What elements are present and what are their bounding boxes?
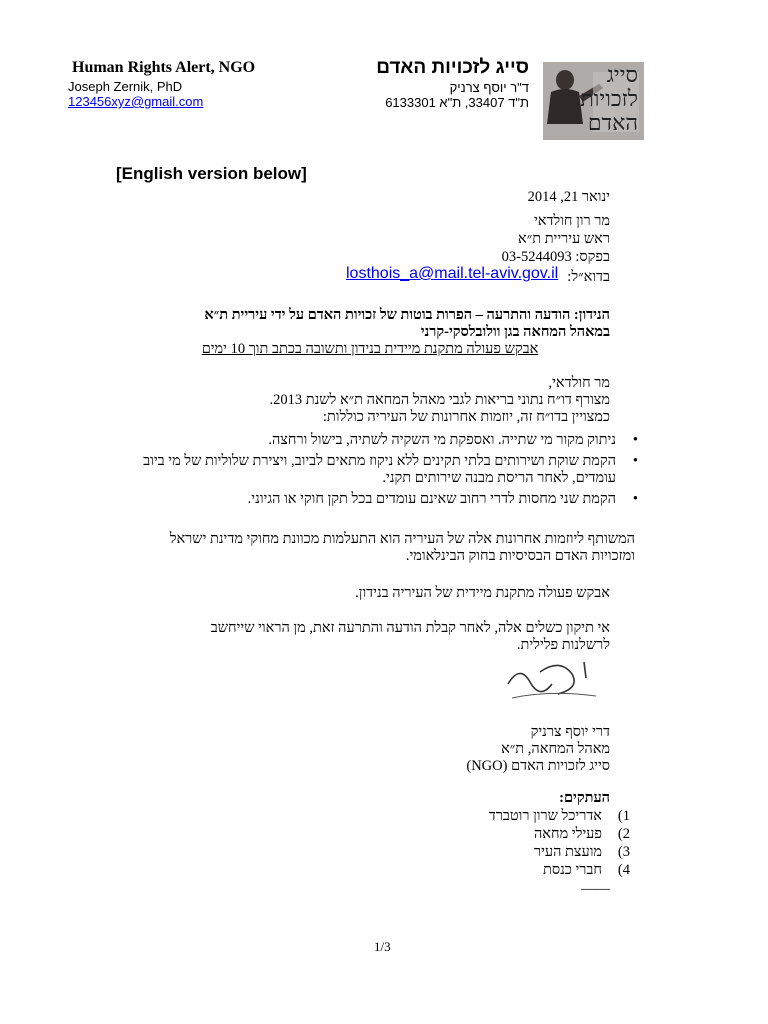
cc-label: העתקים: [559, 790, 610, 806]
english-version-notice: [English version below] [116, 164, 307, 183]
org-name-english: Human Rights Alert, NGO [72, 59, 256, 76]
cc-list [300, 808, 630, 880]
page-number: 1/3 [374, 939, 391, 954]
subject-line-2: במאהל המחאה בגן וולובלסקי-קרני [420, 324, 610, 340]
list-item: 2) פעילי מחאה [533, 826, 630, 842]
body-paragraph-2: כמצויין בדו״ח זה, יוזמות אחרונות של העיריה כוללות: [322, 409, 610, 425]
org-name-hebrew: סייג לזכויות האדם [376, 57, 529, 78]
handwritten-signature-icon [500, 654, 610, 704]
greeting: מר חולדאי, [548, 375, 610, 391]
recipient-name: מר רון חולדאי [533, 213, 610, 229]
address-hebrew: ת"ד 33407, ת"א 6133301 [385, 95, 529, 110]
signer-name: דרי יוסף צרניק [530, 724, 610, 740]
list-item: 4) חברי כנסת [542, 862, 630, 878]
bullet-icon: • [632, 432, 638, 448]
author-name-english: Joseph Zernik, PhD [68, 79, 183, 94]
list-item: • הקמת שוקת ושירותים בלתי תקינים ללא ניקוז מתאים לביוב, ויצירת שלוליות של מי ביוב עומדים, לאחר הריסת מבנה שירותים תקני. [143, 453, 638, 486]
list-item: 1) אדריכל שרון רוטברד [488, 808, 630, 824]
logo-text-line-1: סייג [606, 62, 638, 87]
recipient-fax: בפקס: 03-5244093 [501, 249, 610, 265]
bullet-icon: • [632, 491, 638, 507]
body-paragraph-4: אבקש פעולה מתקנת מיידית של העיריה בנידון. [355, 585, 610, 601]
signer-place: מאהל המחאה, ת״א [501, 741, 610, 757]
logo-text-line-3: האדם [587, 110, 638, 135]
end-line: ____ [581, 876, 610, 892]
bullet-icon: • [632, 453, 638, 469]
subject-request: אבקש פעולה מתקנת מיידית בנידון ותשובה בכתב תוך 10 ימים [201, 341, 539, 357]
letter-date: ינואר 21, 2014 [527, 189, 610, 205]
body-paragraph-5: אי תיקון כשלים אלה, לאחר קבלת הודעה והתרעה זאת, מן הראוי שייחשב לרשלנות פלילית. [210, 620, 610, 653]
org-logo [543, 62, 644, 140]
subject-line-1: הנידון: הודעה והתרעה – הפרות בוטות של זכויות האדם על ידי עיריית ת״א [204, 307, 610, 323]
list-item: • הקמת שני מחסות לדרי רחוב שאינם עומדים בכל תקן חוקי או הגיוני. [247, 491, 638, 507]
recipient-email-link[interactable]: losthois_a@mail.tel-aviv.gov.il [346, 265, 559, 282]
recipient-title: ראש עיריית ת״א [518, 231, 610, 247]
author-name-hebrew: ד"ר יוסף צרניק [449, 80, 529, 95]
signer-org: סייג לזכויות האדם (NGO) [466, 758, 610, 774]
body-paragraph-1: מצורף דו״ח נתוני בריאות לגבי מאהל המחאה ת״א לשנת 2013. [269, 392, 610, 408]
list-item: • ניתוק מקור מי שתייה. ואספקת מי השקיה לשתיה, בישול ורחצה. [268, 432, 638, 448]
list-item: 3) מועצת העיר [533, 844, 630, 860]
body-paragraph-3: המשותף ליוזמות אחרונות אלה של העיריה הוא התעלמות מכוונת מחוקי מדינת ישראל ומזכויות האדם הבסיסיות בחוק הבינלאומי. [169, 531, 635, 564]
initiatives-list [130, 432, 638, 512]
recipient-email-label: בדוא״ל: [567, 269, 610, 285]
author-email-link[interactable]: 123456xyz@gmail.com [68, 94, 204, 109]
logo-text-line-2: לזכויות [580, 86, 638, 111]
